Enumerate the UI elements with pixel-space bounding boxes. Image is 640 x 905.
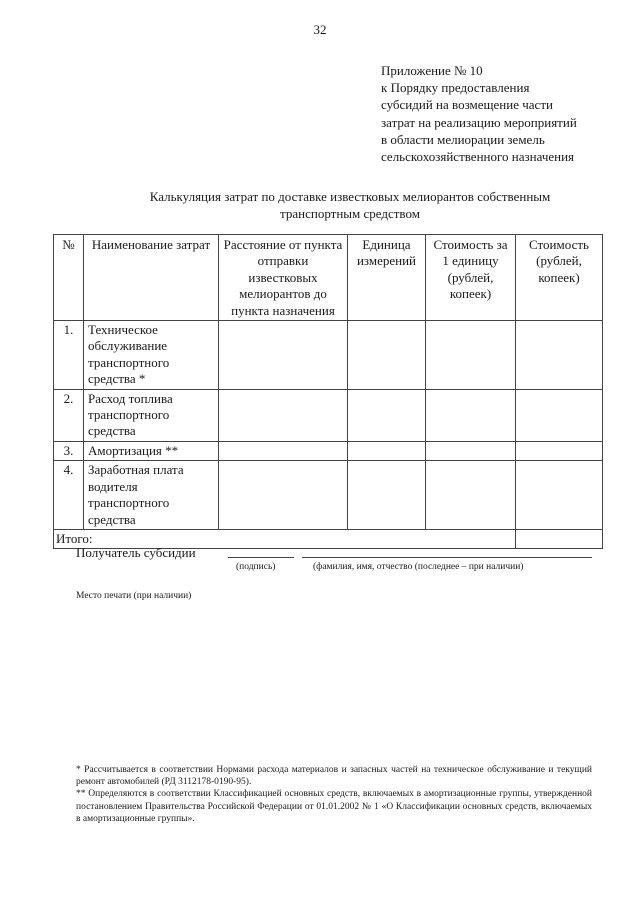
total-value-cell xyxy=(516,529,603,548)
appendix-line: Приложение № 10 xyxy=(381,63,483,78)
table-row xyxy=(54,461,603,530)
row-cost-name: Техническое обслуживание транспортного средства * xyxy=(84,321,219,390)
row-distance-cell xyxy=(219,321,348,390)
row-distance-cell xyxy=(219,461,348,530)
row-cost-name: Амортизация ** xyxy=(84,441,219,460)
appendix-line: к Порядку предоставления xyxy=(381,80,530,96)
header-unit: Единица измерений xyxy=(348,235,426,321)
appendix-line: в области мелиорации земель xyxy=(381,131,545,147)
row-number: 1. xyxy=(54,321,84,390)
row-total-cost-cell xyxy=(516,441,603,460)
row-number: 3. xyxy=(54,441,84,460)
appendix-header xyxy=(381,62,577,165)
table-row xyxy=(54,441,603,460)
fio-caption: (фамилия, имя, отчество (последнее – при наличии) xyxy=(313,562,524,572)
row-number: 4. xyxy=(54,461,84,530)
header-unit-cost: Стоимость за 1 единицу (рублей, копеек) xyxy=(426,235,516,321)
header-number: № xyxy=(54,235,84,321)
row-distance-cell xyxy=(219,389,348,441)
row-unit-cost-cell xyxy=(426,389,516,441)
document-title xyxy=(60,188,640,222)
footnotes xyxy=(76,764,592,825)
footnote-1: * Рассчитывается в соответствии Нормами расхода материалов и запасных частей на техническое обслуживание и текущий ремонт автомобилей (РД 3112178-0190-95). xyxy=(76,765,592,788)
recipient-label: Получатель субсидии xyxy=(76,545,196,560)
signature-line xyxy=(228,557,294,558)
row-unit-cell xyxy=(348,321,426,390)
footnote-2: ** Определяются в соответствии Классификацией основных средств, включаемых в амортизационные группы, утвержденной постановлением Правительства Российской Федерации от 01.01.2002 № 1 «О Классификации основных средств, включаемых в амортизационные группы». xyxy=(76,789,592,824)
row-cost-name: Расход топлива транспортного средства xyxy=(84,389,219,441)
signature-caption: (подпись) xyxy=(236,562,276,572)
row-number: 2. xyxy=(54,389,84,441)
stamp-label: Место печати (при наличии) xyxy=(76,591,192,601)
table-row xyxy=(54,389,603,441)
fio-line xyxy=(302,557,592,558)
header-total-cost: Стоимость (рублей, копеек) xyxy=(516,235,603,321)
appendix-line: субсидий на возмещение части xyxy=(381,97,553,113)
row-unit-cell xyxy=(348,441,426,460)
row-unit-cost-cell xyxy=(426,441,516,460)
row-unit-cell xyxy=(348,389,426,441)
total-label: Итого: xyxy=(54,529,516,548)
row-total-cost-cell xyxy=(516,321,603,390)
row-unit-cell xyxy=(348,461,426,530)
title-line-1: Калькуляция затрат по доставке известковых мелиорантов собственным xyxy=(149,189,551,204)
row-total-cost-cell xyxy=(516,461,603,530)
row-total-cost-cell xyxy=(516,389,603,441)
table-header-row xyxy=(54,235,603,321)
row-distance-cell xyxy=(219,441,348,460)
row-cost-name: Заработная плата водителя транспортного средства xyxy=(84,461,219,530)
appendix-line: сельскохозяйственного назначения xyxy=(381,149,575,165)
row-unit-cost-cell xyxy=(426,321,516,390)
appendix-line: затрат на реализацию мероприятий xyxy=(381,114,577,130)
table-row xyxy=(54,321,603,390)
header-distance: Расстояние от пункта отправки известковых мелиорантов до пункта назначения xyxy=(219,235,348,321)
row-unit-cost-cell xyxy=(426,461,516,530)
page-number: 32 xyxy=(313,22,327,37)
title-line-2: транспортным средством xyxy=(280,206,420,221)
header-cost-name: Наименование затрат xyxy=(84,235,219,321)
cost-calculation-table xyxy=(53,234,603,549)
